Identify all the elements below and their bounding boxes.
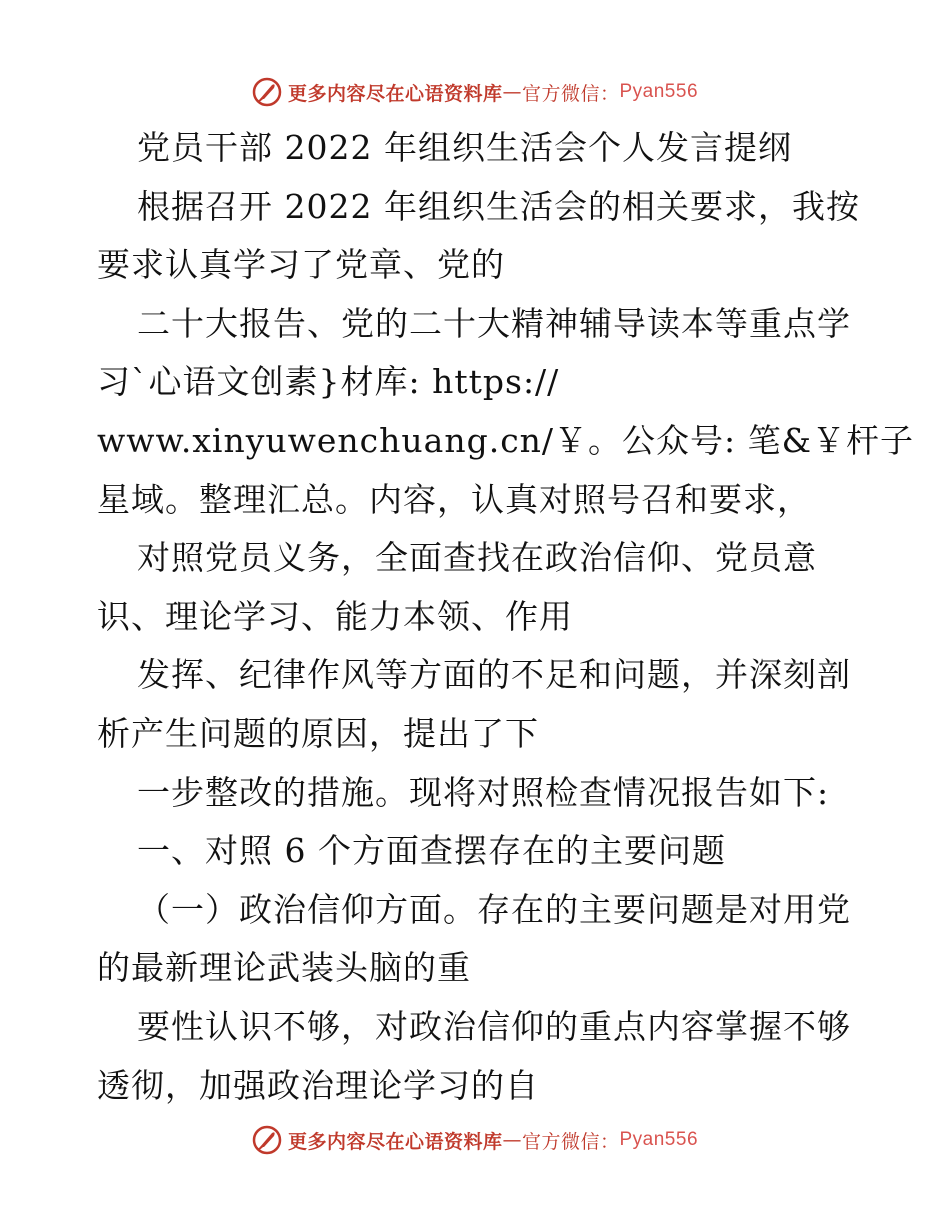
paragraph-line: 根据召开 2022 年组织生活会的相关要求，我按 xyxy=(137,186,860,226)
paragraph-line: 发挥、纪律作风等方面的不足和问题，并深刻剖 xyxy=(137,655,851,695)
paragraph-line: www.xinyuwenchuang.cn/￥。公众号: 笔&￥杆子 xyxy=(97,420,915,460)
paragraph-line: 透彻，加强政治理论学习的自 xyxy=(97,1065,539,1105)
paragraph-line: 二十大报告、党的二十大精神辅导读本等重点学 xyxy=(137,303,851,343)
subsection-heading: （一）政治信仰方面。存在的主要问题是对用党 xyxy=(137,889,851,929)
paragraph-line: 星域。整理汇总。内容，认真对照号召和要求， xyxy=(97,479,811,519)
paragraph-line: 要求认真学习了党章、党的 xyxy=(97,245,505,285)
banner-promo-text: 更多内容尽在心语资料库 xyxy=(287,1130,503,1153)
banner-wechat-handle: Pyan556 xyxy=(619,81,699,102)
banner-dash: — xyxy=(502,1129,522,1151)
banner-promo-text: 更多内容尽在心语资料库 xyxy=(287,82,503,105)
paragraph-line: 要性认识不够，对政治信仰的重点内容掌握不够 xyxy=(137,1006,851,1046)
banner-wechat-label: 官方微信： xyxy=(521,1130,620,1153)
banner-dash: — xyxy=(502,81,522,103)
paragraph-line: 习`心语文创素}材库: https:// xyxy=(97,362,560,402)
header-watermark-banner xyxy=(0,72,950,112)
section-heading: 一、对照 6 个方面查摆存在的主要问题 xyxy=(137,831,726,871)
footer-watermark-banner xyxy=(0,1120,950,1160)
feather-quill-icon xyxy=(252,77,282,107)
paragraph-line: 识、理论学习、能力本领、作用 xyxy=(97,596,573,636)
banner-wechat-handle: Pyan556 xyxy=(619,1129,699,1150)
feather-quill-icon xyxy=(252,1125,282,1155)
paragraph-line: 对照党员义务，全面查找在政治信仰、党员意 xyxy=(137,538,817,578)
document-body xyxy=(97,126,915,1122)
document-title: 党员干部 2022 年组织生活会个人发言提纲 xyxy=(137,128,792,167)
paragraph-line: 的最新理论武装头脑的重 xyxy=(97,948,471,988)
paragraph-line: 析产生问题的原因，提出了下 xyxy=(97,713,539,753)
banner-wechat-label: 官方微信： xyxy=(521,82,620,105)
paragraph-line: 一步整改的措施。现将对照检查情况报告如下: xyxy=(137,772,830,812)
